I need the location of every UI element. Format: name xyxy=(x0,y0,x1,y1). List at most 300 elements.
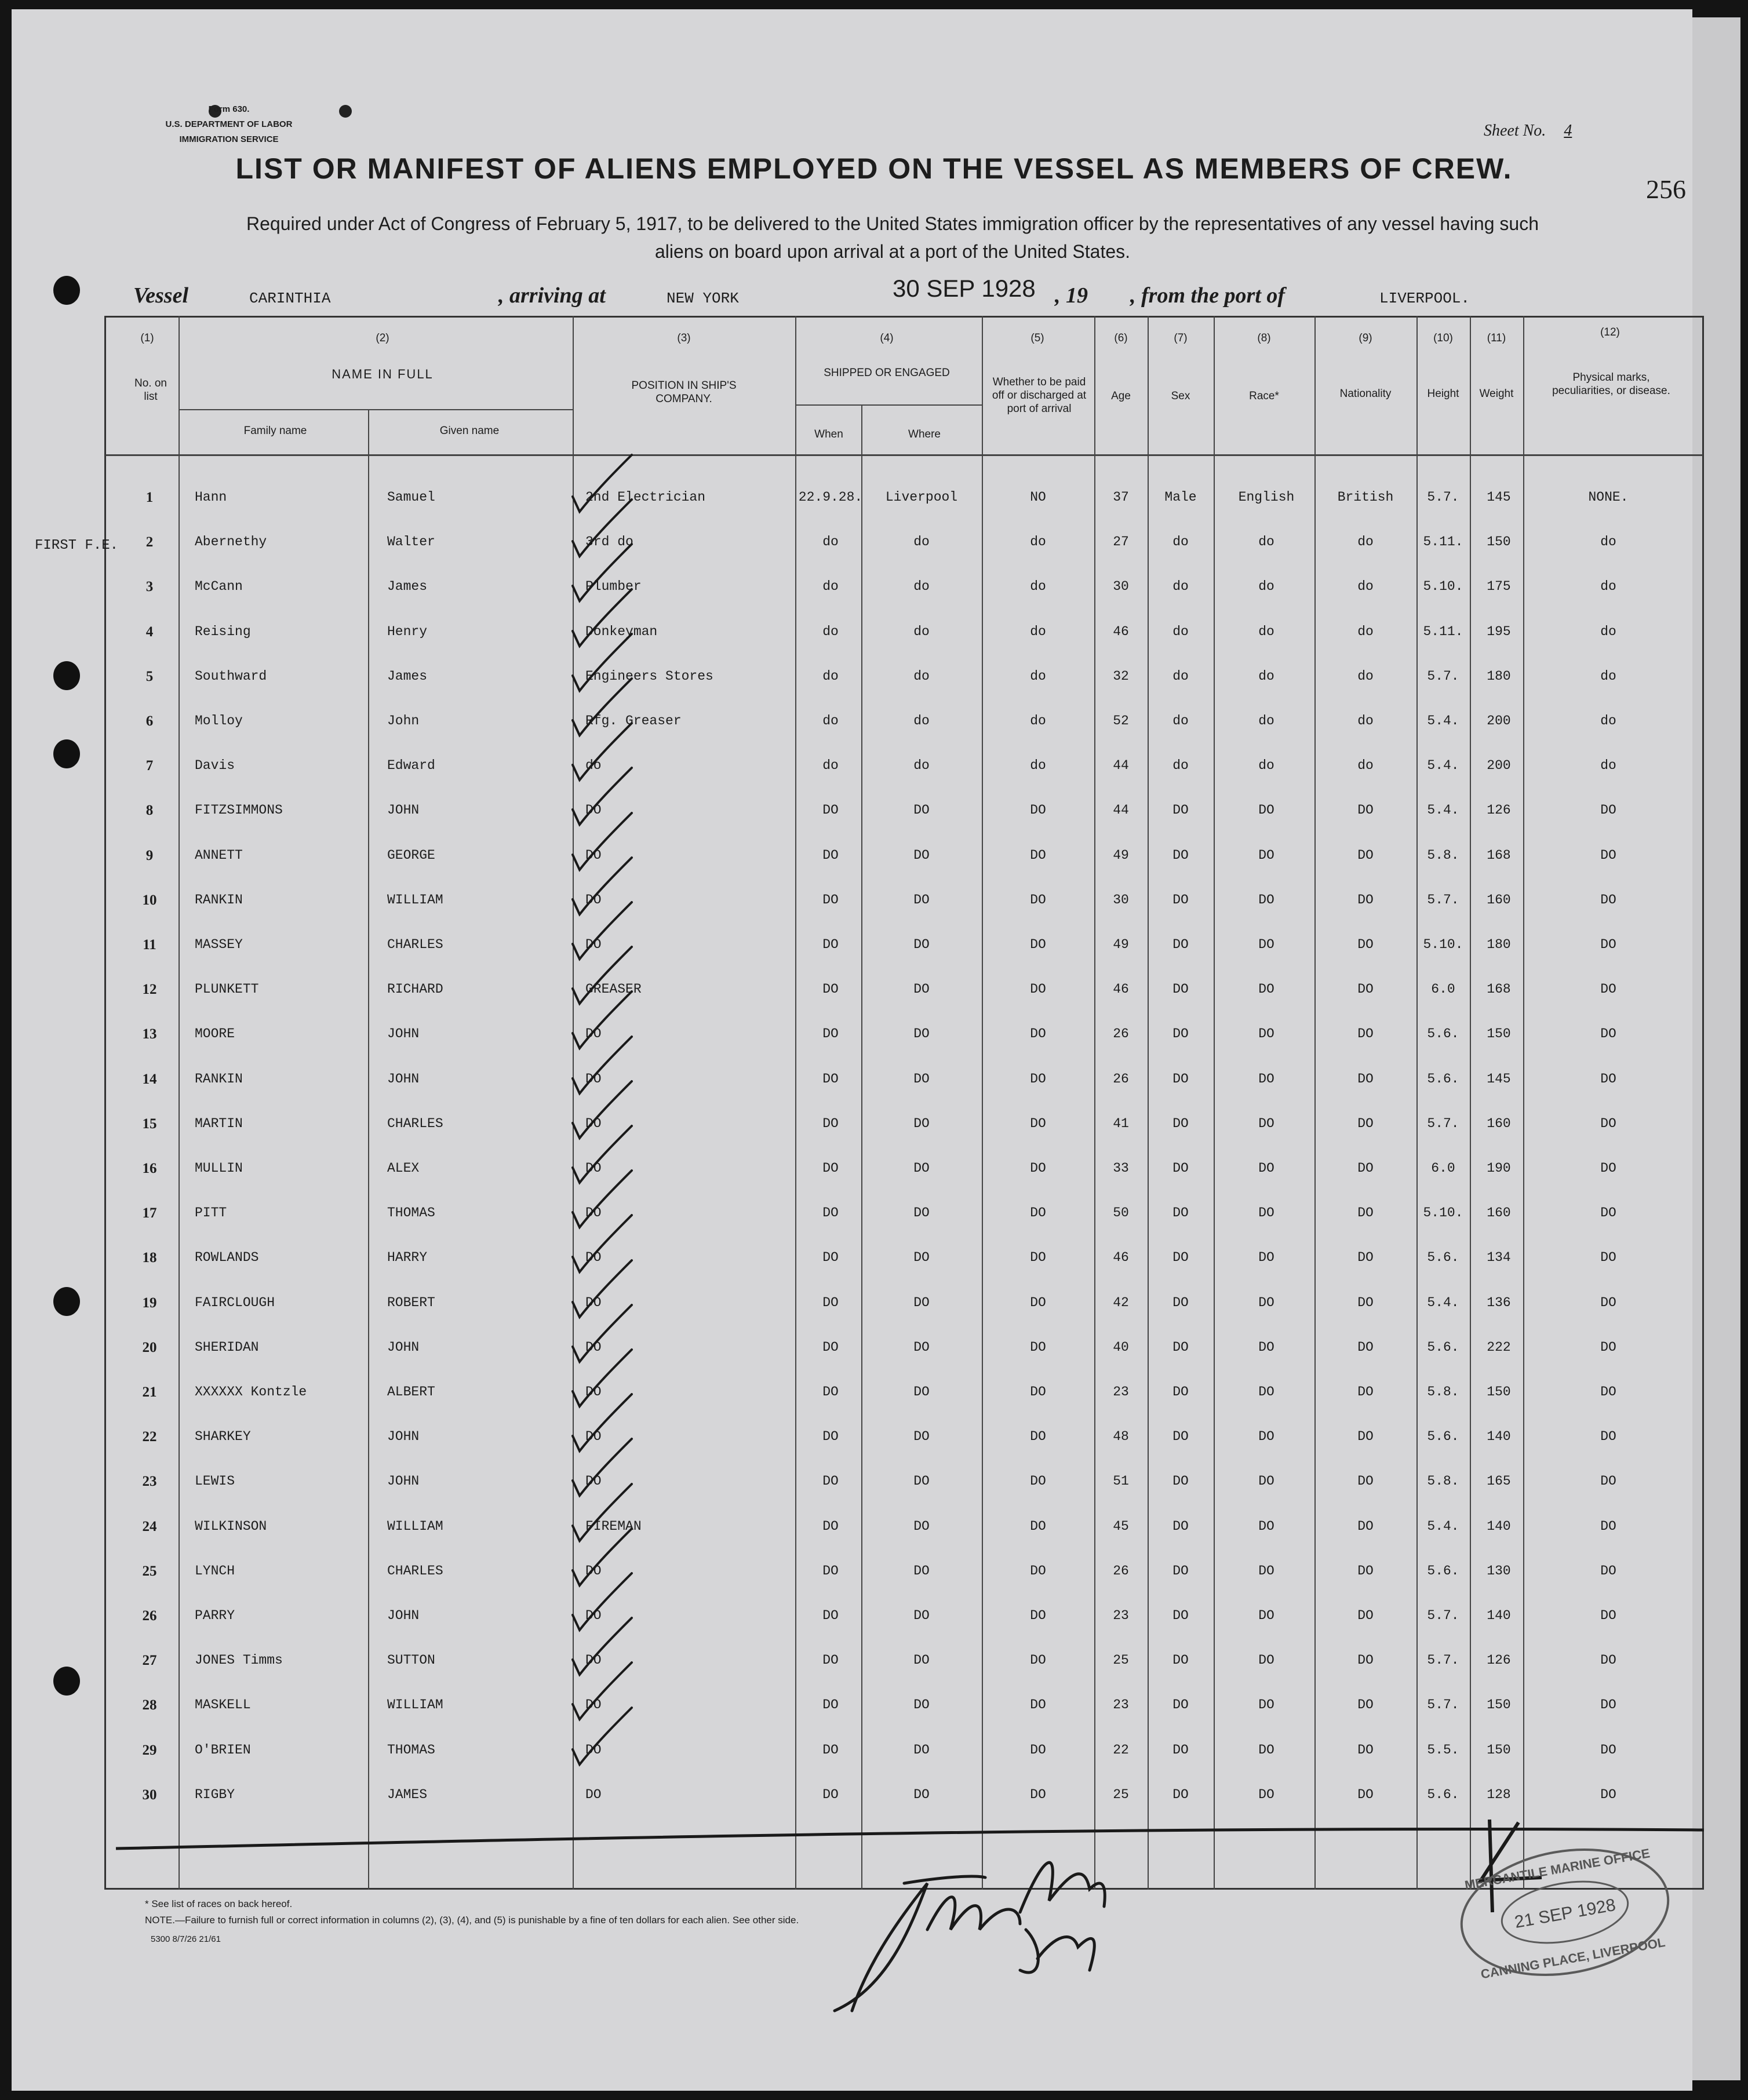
weight: 136 xyxy=(1487,1295,1511,1310)
position: DO xyxy=(585,1429,602,1444)
race: DO xyxy=(1258,1071,1274,1087)
family-name: SHARKEY xyxy=(195,1429,251,1444)
stamp-date-text: 21 SEP 1928 xyxy=(1513,1895,1618,1933)
row-number: 5 xyxy=(145,669,154,684)
nationality: DO xyxy=(1357,937,1374,952)
height: 5.11. xyxy=(1423,624,1463,639)
col4-number: (4) xyxy=(880,332,894,344)
physical-marks: DO xyxy=(1600,1295,1616,1310)
weight: 200 xyxy=(1487,713,1511,728)
sex: do xyxy=(1172,624,1189,639)
paid-off: DO xyxy=(1030,937,1046,952)
age: 40 xyxy=(1113,1340,1129,1355)
weight: 140 xyxy=(1487,1519,1511,1534)
height: 5.6. xyxy=(1427,1026,1459,1041)
paid-off: DO xyxy=(1030,1340,1046,1355)
shipped-when: do xyxy=(822,534,839,549)
nationality: DO xyxy=(1357,1340,1374,1355)
shipped-when: DO xyxy=(822,1026,839,1041)
physical-marks: NONE. xyxy=(1588,490,1629,505)
family-name: Molloy xyxy=(195,713,243,728)
row-number: 2 xyxy=(145,534,154,550)
shipped-when: DO xyxy=(822,982,839,997)
signature-text: Thos King xyxy=(832,1928,835,1929)
row-number: 12 xyxy=(142,982,157,997)
height: 5.10. xyxy=(1423,579,1463,594)
race: do xyxy=(1258,758,1274,773)
shipped-where: DO xyxy=(913,1295,930,1310)
print-code: 5300 8/7/26 21/61 xyxy=(151,1934,221,1944)
service: IMMIGRATION SERVICE xyxy=(179,134,279,144)
col1-number: (1) xyxy=(140,332,154,344)
race: DO xyxy=(1258,982,1274,997)
age: 23 xyxy=(1113,1384,1129,1399)
height: 5.8. xyxy=(1427,848,1459,863)
age: 42 xyxy=(1113,1295,1129,1310)
row-number: 9 xyxy=(145,848,154,863)
position: do xyxy=(585,758,602,773)
height: 5.6. xyxy=(1427,1340,1459,1355)
row-number: 26 xyxy=(142,1608,157,1624)
race: DO xyxy=(1258,1116,1274,1131)
shipped-where: DO xyxy=(913,848,930,863)
position: GREASER xyxy=(585,982,642,997)
page-title: LIST OR MANIFEST OF ALIENS EMPLOYED ON THE VESSEL AS MEMBERS OF CREW. xyxy=(235,152,1513,185)
sheet-label: Sheet No. xyxy=(1484,122,1546,140)
col6-number: (6) xyxy=(1114,332,1128,344)
arriving-port: NEW YORK xyxy=(667,290,739,307)
weight: 222 xyxy=(1487,1340,1511,1355)
sex: DO xyxy=(1172,937,1189,952)
race: do xyxy=(1258,713,1274,728)
position: DO xyxy=(585,1026,602,1041)
sex: DO xyxy=(1172,1384,1189,1399)
paid-off: DO xyxy=(1030,1697,1046,1712)
nationality: DO xyxy=(1357,1384,1374,1399)
position: DO xyxy=(585,1161,602,1176)
given-name: ALBERT xyxy=(387,1384,435,1399)
arriving-label: , arriving at xyxy=(498,283,606,308)
position: FIREMAN xyxy=(585,1519,642,1534)
col2-number: (2) xyxy=(376,332,389,344)
stamp-top-text: MERCANTILE MARINE OFFICE xyxy=(1463,1846,1651,1893)
shipped-when: DO xyxy=(822,1519,839,1534)
given-name: GEORGE xyxy=(387,848,435,863)
paid-off: DO xyxy=(1030,1563,1046,1578)
physical-marks: DO xyxy=(1600,803,1616,818)
shipped-when: do xyxy=(822,579,839,594)
race: DO xyxy=(1258,1250,1274,1265)
age: 26 xyxy=(1113,1071,1129,1087)
nationality: DO xyxy=(1357,1161,1374,1176)
form-number: Form 630. xyxy=(208,104,250,114)
family-name: MULLIN xyxy=(195,1161,243,1176)
paid-off: do xyxy=(1030,579,1046,594)
physical-marks: DO xyxy=(1600,1519,1616,1534)
physical-marks: DO xyxy=(1600,1742,1616,1758)
sex: DO xyxy=(1172,1519,1189,1534)
physical-marks: DO xyxy=(1600,1116,1616,1131)
nationality: DO xyxy=(1357,1787,1374,1802)
sex: DO xyxy=(1172,1161,1189,1176)
row-number: 6 xyxy=(145,713,154,729)
paid-off: DO xyxy=(1030,1250,1046,1265)
height: 5.6. xyxy=(1427,1787,1459,1802)
shipped-when: 22.9.28. xyxy=(798,490,863,505)
physical-marks: DO xyxy=(1600,937,1616,952)
race: DO xyxy=(1258,1295,1274,1310)
family-name: McCann xyxy=(195,579,243,594)
row-number: 17 xyxy=(142,1205,157,1221)
family-name: FITZSIMMONS xyxy=(195,803,283,818)
weight: 134 xyxy=(1487,1250,1511,1265)
height: 5.4. xyxy=(1427,1519,1459,1534)
nationality: DO xyxy=(1357,1742,1374,1758)
row-number: 10 xyxy=(142,892,157,908)
sex: do xyxy=(1172,534,1189,549)
given-name: John xyxy=(387,713,420,728)
weight: 145 xyxy=(1487,490,1511,505)
col2-given-header: Given name xyxy=(439,425,500,437)
height: 5.7. xyxy=(1427,1116,1459,1131)
physical-marks: do xyxy=(1600,624,1616,639)
row-number: 14 xyxy=(142,1071,157,1087)
col4-when-header: When xyxy=(814,428,843,440)
paid-off: DO xyxy=(1030,1071,1046,1087)
shipped-where: DO xyxy=(913,1250,930,1265)
col6-header: Age xyxy=(1111,390,1131,402)
col4-header: SHIPPED OR ENGAGED xyxy=(824,367,950,379)
shipped-where: DO xyxy=(913,1340,930,1355)
physical-marks: DO xyxy=(1600,1250,1616,1265)
weight: 160 xyxy=(1487,892,1511,907)
from-port: LIVERPOOL. xyxy=(1379,290,1470,307)
family-name: PLUNKETT xyxy=(195,982,259,997)
height: 5.6. xyxy=(1427,1071,1459,1087)
position: Donkeyman xyxy=(585,624,658,639)
race: DO xyxy=(1258,1563,1274,1578)
race: do xyxy=(1258,579,1274,594)
height: 5.6. xyxy=(1427,1563,1459,1578)
col1-header: No. on list xyxy=(134,377,167,403)
check-marks xyxy=(573,455,632,1764)
shipped-where: DO xyxy=(913,1742,930,1758)
given-name: JAMES xyxy=(387,1787,428,1802)
race: English xyxy=(1238,490,1295,505)
subtitle-line-2: aliens on board upon arrival at a port of the United States. xyxy=(654,241,1131,262)
shipped-where: DO xyxy=(913,1161,930,1176)
given-name: JOHN xyxy=(387,1026,420,1041)
sex: DO xyxy=(1172,1250,1189,1265)
paid-off: DO xyxy=(1030,982,1046,997)
race: DO xyxy=(1258,1608,1274,1623)
physical-marks: DO xyxy=(1600,1474,1616,1489)
height: 5.6. xyxy=(1427,1429,1459,1444)
shipped-where: DO xyxy=(913,937,930,952)
height: 5.4. xyxy=(1427,1295,1459,1310)
given-name: CHARLES xyxy=(387,937,443,952)
nationality: DO xyxy=(1357,892,1374,907)
shipped-where: DO xyxy=(913,1474,930,1489)
vessel-name: CARINTHIA xyxy=(249,290,331,307)
shipped-when: do xyxy=(822,624,839,639)
col7-header: Sex xyxy=(1171,390,1190,402)
paid-off: do xyxy=(1030,758,1046,773)
nationality: do xyxy=(1357,534,1374,549)
physical-marks: DO xyxy=(1600,1429,1616,1444)
family-name: Hann xyxy=(195,490,227,505)
family-name: JONES Timms xyxy=(195,1653,283,1668)
date-stamp: 30 SEP 1928 xyxy=(893,275,1036,302)
nationality: do xyxy=(1357,713,1374,728)
nationality: DO xyxy=(1357,1519,1374,1534)
shipped-where: do xyxy=(913,534,930,549)
shipped-when: DO xyxy=(822,1742,839,1758)
family-name: Reising xyxy=(195,624,251,639)
paid-off: DO xyxy=(1030,1384,1046,1399)
position: Engineers Stores xyxy=(585,669,713,684)
shipped-where: DO xyxy=(913,803,930,818)
col11-header: Weight xyxy=(1479,388,1514,400)
closing-rule xyxy=(116,1829,1704,1849)
row-number: 30 xyxy=(142,1787,157,1803)
paid-off: do xyxy=(1030,534,1046,549)
nationality: DO xyxy=(1357,1653,1374,1668)
shipped-where: DO xyxy=(913,1384,930,1399)
given-name: JOHN xyxy=(387,1474,420,1489)
physical-marks: DO xyxy=(1600,1340,1616,1355)
sex: do xyxy=(1172,713,1189,728)
position: Rfg. Greaser xyxy=(585,713,682,728)
shipped-when: DO xyxy=(822,1608,839,1623)
height: 5.10. xyxy=(1423,1205,1463,1220)
height: 5.7. xyxy=(1427,892,1459,907)
age: 23 xyxy=(1113,1608,1129,1623)
nationality: British xyxy=(1337,490,1394,505)
nationality: do xyxy=(1357,579,1374,594)
shipped-where: DO xyxy=(913,1429,930,1444)
age: 41 xyxy=(1113,1116,1129,1131)
family-name: Southward xyxy=(195,669,267,684)
weight: 180 xyxy=(1487,669,1511,684)
col3-header: POSITION IN SHIP'S COMPANY. xyxy=(631,380,737,405)
shipped-when: DO xyxy=(822,892,839,907)
sex: DO xyxy=(1172,1563,1189,1578)
paid-off: DO xyxy=(1030,1742,1046,1758)
paid-off: DO xyxy=(1030,1161,1046,1176)
col2-header: NAME IN FULL xyxy=(332,367,434,381)
position: DO xyxy=(585,892,602,907)
shipped-when: DO xyxy=(822,1474,839,1489)
col7-number: (7) xyxy=(1174,332,1188,344)
paid-off: do xyxy=(1030,713,1046,728)
height: 6.0 xyxy=(1431,982,1455,997)
position: DO xyxy=(585,1071,602,1087)
given-name: WILLIAM xyxy=(387,892,443,907)
races-footnote: * See list of races on back hereof. xyxy=(145,1898,293,1909)
weight: 150 xyxy=(1487,1742,1511,1758)
nationality: DO xyxy=(1357,1205,1374,1220)
position: DO xyxy=(585,1787,602,1802)
age: 25 xyxy=(1113,1787,1129,1802)
row-number: 3 xyxy=(145,579,154,595)
row-number: 22 xyxy=(142,1429,157,1445)
paid-off: do xyxy=(1030,624,1046,639)
family-name: RANKIN xyxy=(195,1071,243,1087)
race: do xyxy=(1258,534,1274,549)
nationality: DO xyxy=(1357,1563,1374,1578)
col5-header: Whether to be paid off or discharged at port of arrival xyxy=(992,376,1087,415)
age: 51 xyxy=(1113,1474,1129,1489)
paid-off: NO xyxy=(1030,490,1046,505)
physical-marks: DO xyxy=(1600,1384,1616,1399)
position: DO xyxy=(585,803,602,818)
subtitle-line-1: Required under Act of Congress of February 5, 1917, to be delivered to the United States immigration officer by the representatives of any vessel having such xyxy=(246,213,1539,234)
physical-marks: do xyxy=(1600,579,1616,594)
nationality: DO xyxy=(1357,982,1374,997)
sex: DO xyxy=(1172,1429,1189,1444)
row-number: 4 xyxy=(145,624,154,640)
family-name: ANNETT xyxy=(195,848,243,863)
nationality: DO xyxy=(1357,1429,1374,1444)
family-name: FAIRCLOUGH xyxy=(195,1295,275,1310)
weight: 195 xyxy=(1487,624,1511,639)
weight: 128 xyxy=(1487,1787,1511,1802)
row-number: 13 xyxy=(142,1026,157,1042)
height: 5.7. xyxy=(1427,669,1459,684)
department: U.S. DEPARTMENT OF LABOR xyxy=(165,119,293,129)
sex: DO xyxy=(1172,1116,1189,1131)
shipped-when: do xyxy=(822,669,839,684)
given-name: JOHN xyxy=(387,1071,420,1087)
weight: 168 xyxy=(1487,982,1511,997)
race: DO xyxy=(1258,848,1274,863)
shipped-when: DO xyxy=(822,1161,839,1176)
shipped-where: DO xyxy=(913,1026,930,1041)
height: 5.7. xyxy=(1427,490,1459,505)
height: 5.4. xyxy=(1427,713,1459,728)
paid-off: DO xyxy=(1030,1519,1046,1534)
race: do xyxy=(1258,669,1274,684)
race: DO xyxy=(1258,1653,1274,1668)
age: 46 xyxy=(1113,624,1129,639)
family-name: MARTIN xyxy=(195,1116,243,1131)
row-number: 24 xyxy=(142,1519,157,1534)
given-name: HARRY xyxy=(387,1250,428,1265)
race: DO xyxy=(1258,1697,1274,1712)
age: 49 xyxy=(1113,937,1129,952)
page-number: 256 xyxy=(1646,174,1686,204)
age: 44 xyxy=(1113,803,1129,818)
height: 5.11. xyxy=(1423,534,1463,549)
weight: 150 xyxy=(1487,1697,1511,1712)
weight: 200 xyxy=(1487,758,1511,773)
shipped-where: DO xyxy=(913,1608,930,1623)
shipped-where: DO xyxy=(913,982,930,997)
nationality: DO xyxy=(1357,1071,1374,1087)
row-number: 25 xyxy=(142,1563,157,1579)
height: 5.7. xyxy=(1427,1697,1459,1712)
shipped-when: DO xyxy=(822,1653,839,1668)
given-name: SUTTON xyxy=(387,1653,435,1668)
shipped-when: DO xyxy=(822,848,839,863)
age: 26 xyxy=(1113,1563,1129,1578)
weight: 165 xyxy=(1487,1474,1511,1489)
shipped-where: DO xyxy=(913,1071,930,1087)
position: DO xyxy=(585,1608,602,1623)
col4-where-header: Where xyxy=(908,428,941,440)
col9-number: (9) xyxy=(1359,332,1372,344)
shipped-when: DO xyxy=(822,1205,839,1220)
paid-off: DO xyxy=(1030,1653,1046,1668)
nationality: DO xyxy=(1357,1250,1374,1265)
row-number: 16 xyxy=(142,1161,157,1176)
race: DO xyxy=(1258,937,1274,952)
physical-marks: do xyxy=(1600,534,1616,549)
liverpool-office-stamp xyxy=(1452,1834,1678,1990)
given-name: Samuel xyxy=(387,490,435,505)
shipped-when: DO xyxy=(822,1116,839,1131)
paid-off: DO xyxy=(1030,1295,1046,1310)
age: 32 xyxy=(1113,669,1129,684)
position: DO xyxy=(585,1474,602,1489)
paid-off: DO xyxy=(1030,1429,1046,1444)
year-label: , 19 xyxy=(1055,283,1088,308)
height: 5.7. xyxy=(1427,1608,1459,1623)
race: DO xyxy=(1258,1429,1274,1444)
col11-number: (11) xyxy=(1487,332,1506,344)
sex: DO xyxy=(1172,1026,1189,1041)
shipped-where: DO xyxy=(913,1787,930,1802)
nationality: DO xyxy=(1357,1608,1374,1623)
col8-header: Race* xyxy=(1249,390,1279,402)
age: 45 xyxy=(1113,1519,1129,1534)
age: 37 xyxy=(1113,490,1129,505)
shipped-when: DO xyxy=(822,1787,839,1802)
age: 46 xyxy=(1113,982,1129,997)
given-name: JOHN xyxy=(387,1608,420,1623)
paid-off: DO xyxy=(1030,1474,1046,1489)
physical-marks: do xyxy=(1600,713,1616,728)
from-label: , from the port of xyxy=(1130,283,1285,308)
shipped-where: DO xyxy=(913,1519,930,1534)
col12-header: Physical marks, peculiarities, or disease. xyxy=(1552,371,1670,397)
physical-marks: DO xyxy=(1600,1563,1616,1578)
row-number: 19 xyxy=(142,1295,157,1311)
weight: 150 xyxy=(1487,1384,1511,1399)
age: 52 xyxy=(1113,713,1129,728)
race: DO xyxy=(1258,1384,1274,1399)
col9-header: Nationality xyxy=(1339,388,1392,400)
weight: 150 xyxy=(1487,1026,1511,1041)
weight: 140 xyxy=(1487,1429,1511,1444)
height: 5.4. xyxy=(1427,803,1459,818)
position: DO xyxy=(585,1340,602,1355)
weight: 126 xyxy=(1487,1653,1511,1668)
given-name: Henry xyxy=(387,624,428,639)
physical-marks: do xyxy=(1600,758,1616,773)
given-name: CHARLES xyxy=(387,1563,443,1578)
row-number: 29 xyxy=(142,1742,157,1758)
height: 5.6. xyxy=(1427,1250,1459,1265)
physical-marks: DO xyxy=(1600,982,1616,997)
shipped-when: DO xyxy=(822,803,839,818)
shipped-when: DO xyxy=(822,1295,839,1310)
family-name: MOORE xyxy=(195,1026,235,1041)
weight: 190 xyxy=(1487,1161,1511,1176)
nationality: do xyxy=(1357,758,1374,773)
position: DO xyxy=(585,848,602,863)
